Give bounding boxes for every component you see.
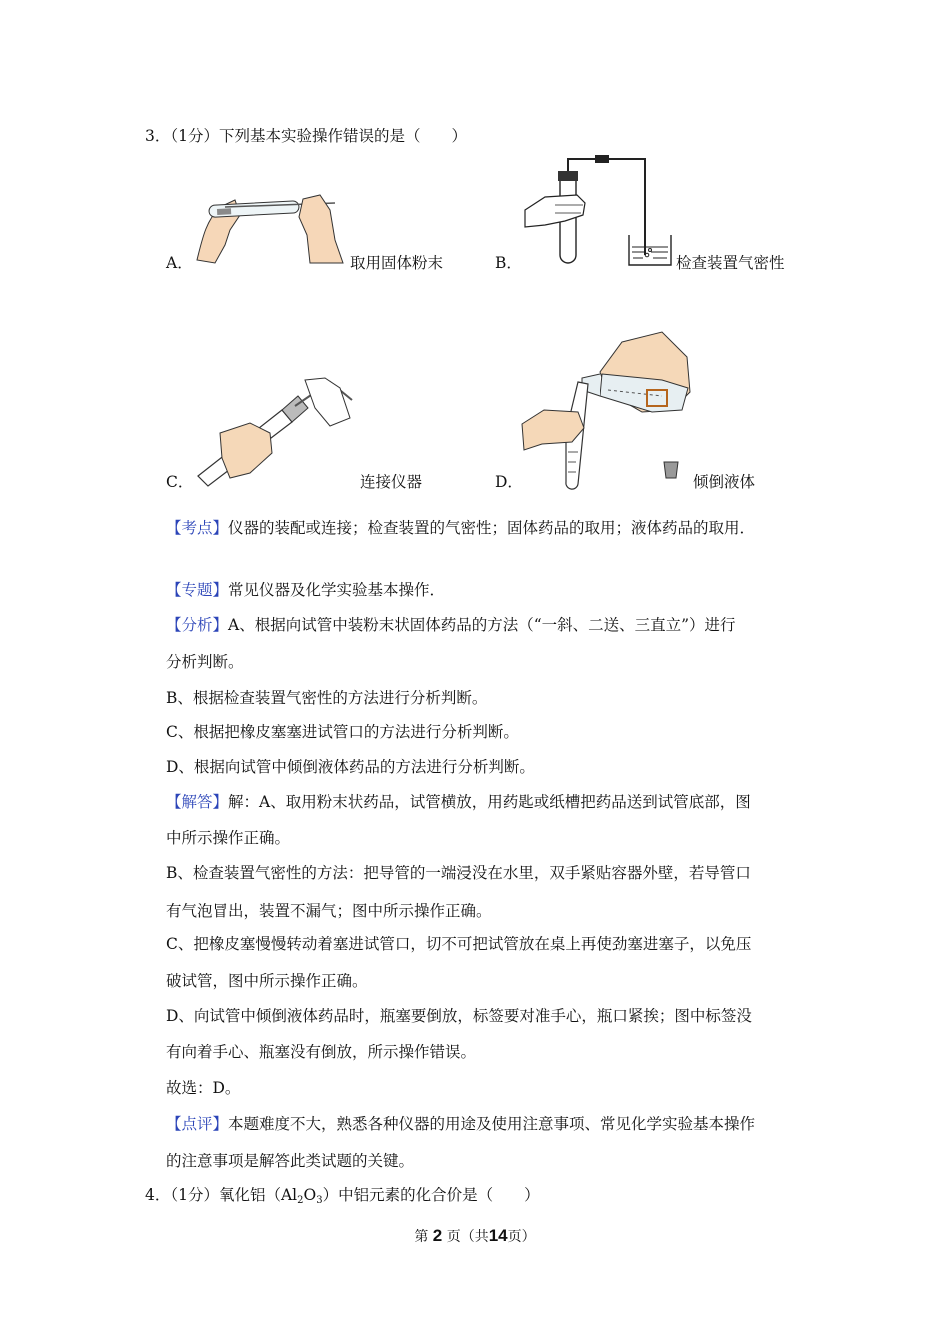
q4-text-mid: O (303, 1186, 317, 1204)
page-footer (0, 1226, 950, 1246)
question-number: 3． (145, 127, 171, 145)
option-d-label: D． (495, 473, 523, 491)
jieda-line-2: 中所示操作正确。 (166, 829, 291, 847)
option-c-label: C． (166, 473, 194, 491)
q4-text-prefix: （1分）氧化铝（Al (170, 1186, 298, 1204)
footer-total-pages: 14 (488, 1226, 508, 1245)
footer-suffix: 页） (507, 1229, 536, 1245)
jieda-line-4: 有气泡冒出，装置不漏气；图中所示操作正确。 (166, 902, 492, 920)
option-b-caption: 检查装置气密性 (676, 254, 785, 272)
option-c-illustration (190, 378, 360, 488)
q4-subscript-2: 3 (316, 1195, 323, 1206)
option-a-label: A． (166, 254, 193, 272)
dianping-text-1: 本题难度不大，熟悉各种仪器的用途及使用注意事项、常见化学实验基本操作 (228, 1115, 756, 1133)
footer-middle: 页（共 (446, 1229, 489, 1245)
footer-prefix: 第 (414, 1229, 429, 1245)
zhuanti-line (166, 580, 445, 600)
jieda-line-7: D、向试管中倾倒液体药品时，瓶塞要倒放，标签要对准手心，瓶口紧挨；图中标签没 (166, 1007, 752, 1025)
option-b-label: B． (495, 254, 522, 272)
jieda-line-5: C、把橡皮塞慢慢转动着塞进试管口，切不可把试管放在桌上再使劲塞进塞子，以免压 (166, 935, 752, 953)
fenxi-line-5: D、根据向试管中倾倒液体药品的方法进行分析判断。 (166, 758, 535, 776)
fenxi-line-3: B、根据检查装置气密性的方法进行分析判断。 (166, 689, 488, 707)
dianping-line-1 (166, 1114, 755, 1134)
option-a-caption: 取用固体粉末 (350, 254, 444, 272)
fenxi-line-2: 分析判断。 (166, 653, 244, 671)
kaodian-tag: 【考点】 (166, 519, 229, 537)
jieda-line-9: 故选：D。 (166, 1079, 241, 1097)
question-text: （1分）下列基本实验操作错误的是（ ） (170, 127, 467, 145)
zhuanti-tag: 【专题】 (166, 581, 229, 599)
kaodian-line (166, 518, 755, 538)
zhuanti-text: 常见仪器及化学实验基本操作． (228, 581, 446, 599)
kaodian-text: 仪器的装配或连接；检查装置的气密性；固体药品的取用；液体药品的取用． (228, 519, 756, 537)
footer-page-number: 2 (432, 1226, 443, 1245)
question-number: 4． (145, 1186, 171, 1204)
jieda-line-8: 有向着手心、瓶塞没有倒放，所示操作错误。 (166, 1043, 477, 1061)
fenxi-line-1 (166, 615, 736, 635)
option-c-caption: 连接仪器 (360, 473, 423, 491)
dianping-line-2: 的注意事项是解答此类试题的关键。 (166, 1152, 415, 1170)
jieda-line-1 (166, 792, 751, 812)
option-a-illustration (195, 185, 345, 265)
option-d-illustration (522, 332, 697, 492)
jieda-line-6: 破试管，图中所示操作正确。 (166, 972, 368, 990)
dianping-tag: 【点评】 (166, 1115, 229, 1133)
fenxi-text-1: A、根据向试管中装粉末状固体药品的方法（“一斜、二送、三直立”）进行 (228, 616, 736, 634)
fenxi-line-4: C、根据把橡皮塞塞进试管口的方法进行分析判断。 (166, 723, 519, 741)
jieda-text-1: 解：A、取用粉末状药品，试管横放，用药匙或纸槽把药品送到试管底部，图 (228, 793, 751, 811)
option-b-illustration (525, 155, 675, 270)
jieda-line-3: B、检查装置气密性的方法：把导管的一端浸没在水里，双手紧贴容器外壁，若导管口 (166, 864, 751, 882)
question-3-stem (145, 126, 467, 146)
option-d-caption: 倾倒液体 (693, 473, 756, 491)
fenxi-tag: 【分析】 (166, 616, 229, 634)
q4-subscript-1: 2 (297, 1195, 304, 1206)
q4-text-suffix: ）中铝元素的化合价是（ ） (322, 1186, 540, 1204)
question-4-stem (145, 1185, 540, 1211)
jieda-tag: 【解答】 (166, 793, 229, 811)
